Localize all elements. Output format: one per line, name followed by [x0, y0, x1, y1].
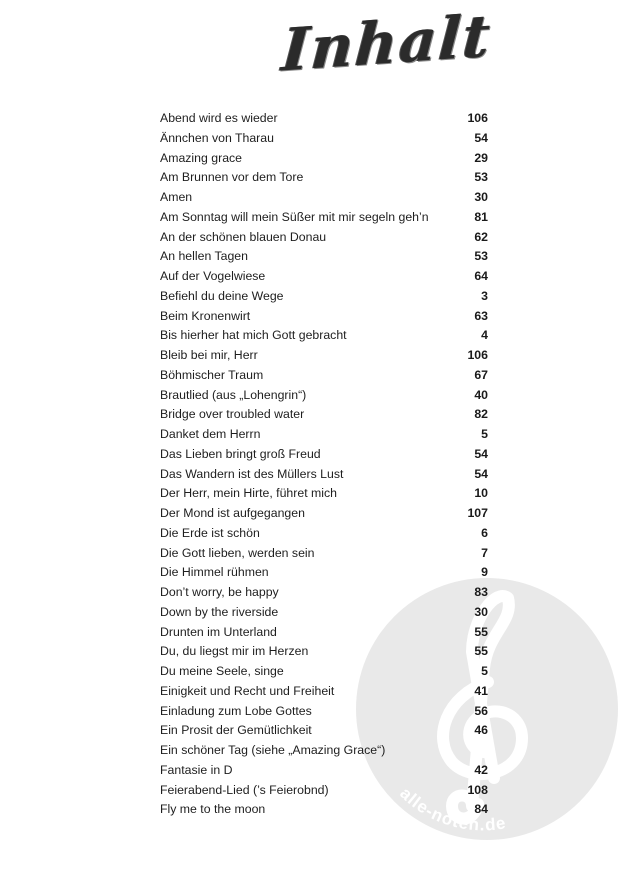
- toc-entry[interactable]: [160, 682, 488, 702]
- toc-entry-title: Amen: [160, 190, 193, 204]
- toc-entry-page: 67: [474, 367, 488, 382]
- toc-entry[interactable]: [160, 761, 488, 781]
- toc-entry[interactable]: [160, 524, 488, 544]
- toc-entry-title: An der schönen blauen Donau: [160, 229, 327, 244]
- toc-entry-title: Ännchen von Tharau: [160, 130, 274, 145]
- toc-entry[interactable]: [160, 544, 488, 564]
- toc-entry-page: 106: [467, 348, 488, 362]
- toc-entry[interactable]: [160, 484, 488, 504]
- toc-entry[interactable]: [160, 307, 488, 327]
- toc-entry-page: 54: [474, 130, 488, 145]
- toc-entry[interactable]: [160, 109, 488, 129]
- toc-entry[interactable]: [160, 721, 488, 741]
- toc-entry[interactable]: [160, 247, 488, 267]
- toc-entry[interactable]: [160, 445, 488, 465]
- toc-entry-title: Das Lieben bringt groß Freud: [160, 446, 321, 461]
- toc-entry-title: Ein schöner Tag (siehe „Amazing Grace“): [160, 743, 386, 757]
- toc-entry-title: Drunten im Unterland: [160, 624, 277, 639]
- toc-entry-page: 84: [474, 802, 488, 817]
- toc-entry-page: 107: [467, 506, 488, 520]
- toc-entry-page: 63: [474, 308, 488, 323]
- watermark-text: alle-noten.de: [396, 783, 508, 835]
- toc-entry-title: Du, du liegst mir im Herzen: [160, 644, 309, 659]
- toc-entry[interactable]: [160, 228, 488, 248]
- toc-entry[interactable]: [160, 208, 488, 228]
- toc-entry[interactable]: [160, 504, 488, 524]
- toc-entry-page: 54: [474, 466, 488, 481]
- toc-entry[interactable]: [160, 702, 488, 722]
- toc-entry-page: 54: [474, 446, 488, 461]
- toc-entry-title: Ein Prosit der Gemütlichkeit: [160, 723, 312, 738]
- toc-entry-page: 108: [467, 782, 488, 797]
- toc-entry[interactable]: [160, 642, 488, 662]
- toc-entry[interactable]: [160, 168, 488, 188]
- toc-entry[interactable]: [160, 188, 488, 208]
- toc-entry-title: Don’t worry, be happy: [160, 585, 279, 599]
- toc-entry-page: 29: [474, 150, 488, 165]
- toc-entry-title: Danket dem Herrn: [160, 427, 261, 441]
- toc-entry-title: Einigkeit und Recht und Freiheit: [160, 683, 335, 698]
- toc-entry-page: 82: [474, 407, 488, 422]
- toc-entry[interactable]: [160, 425, 488, 445]
- toc-entry[interactable]: [160, 267, 488, 287]
- toc-entry[interactable]: [160, 346, 488, 366]
- toc-entry-title: Beim Kronenwirt: [160, 308, 251, 323]
- toc-entry-page: 30: [474, 190, 488, 204]
- toc-entry-title: Böhmischer Traum: [160, 367, 264, 382]
- toc-entry-title: Einladung zum Lobe Gottes: [160, 703, 312, 718]
- toc-entry[interactable]: [160, 386, 488, 406]
- toc-entry-title: Der Herr, mein Hirte, führet mich: [160, 486, 337, 501]
- toc-entry[interactable]: [160, 287, 488, 307]
- toc-entry-page: 106: [467, 111, 488, 125]
- toc-entry[interactable]: [160, 405, 488, 425]
- toc-entry-title: Das Wandern ist des Müllers Lust: [160, 466, 344, 481]
- toc-entry-title: Amazing grace: [160, 150, 243, 165]
- toc-entry-title: Die Gott lieben, werden sein: [160, 545, 315, 560]
- toc-entry-page: 55: [474, 644, 488, 659]
- toc-entry-title: Down by the riverside: [160, 604, 279, 619]
- toc-entry-page: 62: [474, 229, 488, 244]
- toc-entry[interactable]: [160, 623, 488, 643]
- toc-entry[interactable]: [160, 563, 488, 583]
- toc-entry[interactable]: [160, 781, 488, 801]
- toc-entry-title: Bridge over troubled water: [160, 407, 305, 422]
- toc-entry-page: 10: [474, 486, 488, 501]
- toc-entry-title: Die Erde ist schön: [160, 525, 260, 540]
- toc-entry-page: 40: [474, 387, 488, 402]
- toc-entry[interactable]: [160, 366, 488, 386]
- toc-entry-page: 5: [481, 664, 488, 678]
- toc-entry[interactable]: [160, 741, 488, 761]
- toc-entry-page: 56: [474, 703, 488, 718]
- toc-entry-page: 7: [481, 545, 488, 560]
- toc-entry-title: Abend wird es wieder: [160, 111, 278, 125]
- toc-entry-page: 41: [474, 683, 488, 698]
- toc-entry[interactable]: [160, 800, 488, 820]
- toc-entry-page: 55: [474, 624, 488, 639]
- toc-entry[interactable]: [160, 326, 488, 346]
- toc-entry-title: Bleib bei mir, Herr: [160, 348, 258, 362]
- page-title: Inhalt: [279, 1, 495, 85]
- toc-entry-title: Auf der Vogelwiese: [160, 269, 266, 283]
- toc-entry[interactable]: [160, 583, 488, 603]
- toc-entry[interactable]: [160, 149, 488, 169]
- toc-entry-page: 53: [474, 249, 488, 264]
- toc-entry-page: 9: [481, 565, 488, 580]
- toc-entry[interactable]: [160, 603, 488, 623]
- toc-entry-title: An hellen Tagen: [160, 249, 248, 264]
- toc-entry-page: 4: [481, 328, 488, 343]
- toc-entry-page: 5: [481, 427, 488, 441]
- toc-entry-title: Feierabend-Lied (’s Feierobnd): [160, 782, 329, 797]
- toc-entry-page: 6: [481, 525, 488, 540]
- toc-entry-title: Du meine Seele, singe: [160, 664, 284, 678]
- toc-entry-page: 42: [474, 762, 488, 777]
- toc-entry-page: 83: [474, 585, 488, 599]
- toc-entry-page: 3: [481, 288, 488, 303]
- toc-entry-title: Befiehl du deine Wege: [160, 288, 284, 303]
- toc-entry-page: 64: [474, 269, 488, 283]
- toc-entry-title: Brautlied (aus „Lohengrin“): [160, 387, 307, 402]
- toc-entry-title: Fly me to the moon: [160, 802, 266, 817]
- toc-entry-page: 46: [474, 723, 488, 738]
- toc-entry-title: Bis hierher hat mich Gott gebracht: [160, 328, 347, 343]
- toc-entry-page: 81: [474, 209, 488, 224]
- toc-entry-title: Die Himmel rühmen: [160, 565, 269, 580]
- toc-entry-page: 30: [474, 604, 488, 619]
- toc-entry[interactable]: [160, 662, 488, 682]
- toc-entry[interactable]: [160, 129, 488, 149]
- toc-entry-title: Fantasie in D: [160, 762, 233, 777]
- toc-entry-title: Der Mond ist aufgegangen: [160, 506, 305, 520]
- toc-entry-page: 53: [474, 170, 488, 185]
- toc-entry[interactable]: [160, 465, 488, 485]
- toc-entry-title: Am Brunnen vor dem Tore: [160, 170, 304, 185]
- toc-entry-title: Am Sonntag will mein Süßer mit mir segeln geh’n: [160, 209, 429, 224]
- table-of-contents: [160, 109, 488, 820]
